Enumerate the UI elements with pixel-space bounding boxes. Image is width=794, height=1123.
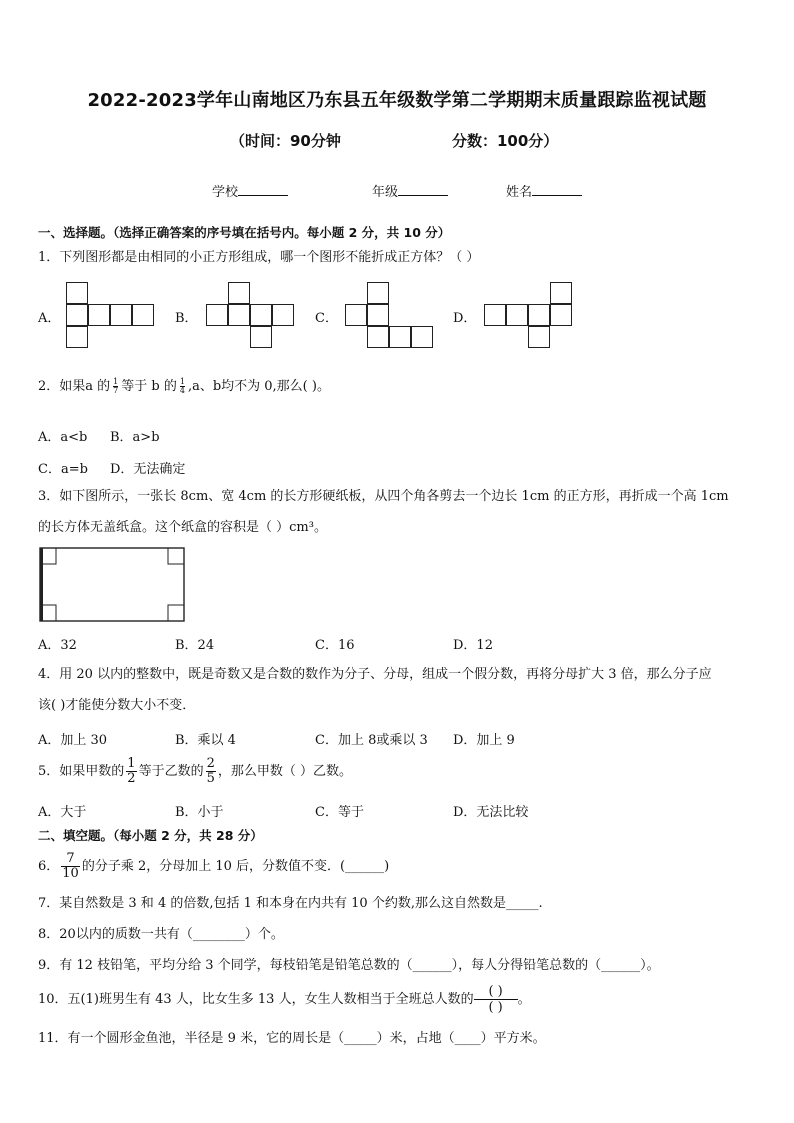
exam-score: 分数：100分） <box>452 132 559 150</box>
question-2 <box>38 378 330 396</box>
q3-option-c[interactable]: C．16 <box>315 638 355 653</box>
exam-time: （时间：90分钟 <box>230 132 341 150</box>
q5-option-d[interactable]: D．无法比较 <box>453 805 529 820</box>
q3-option-b[interactable]: B．24 <box>175 638 215 653</box>
question-7: 7．某自然数是 3 和 4 的倍数,包括 1 和本身在内共有 10 个约数,那么这自然数是_____. <box>38 896 543 911</box>
name-label: 姓名 <box>506 185 533 200</box>
question-3-line2: 的长方体无盖纸盒。这个纸盒的容积是（ ）cm³。 <box>38 520 327 535</box>
q2-option-b[interactable]: B．a>b <box>110 430 160 445</box>
q10-text-post: 。 <box>517 992 531 1007</box>
q2-text-post: ,a、b均不为 0,那么( )。 <box>187 379 330 394</box>
q1-option-b-label: B． <box>175 311 198 326</box>
q3-option-a[interactable]: A．32 <box>38 638 77 653</box>
question-1: 1．下列图形都是由相同的小正方形组成，哪一个图形不能折成正方体？（ ） <box>38 250 480 265</box>
question-8: 8．20以内的质数一共有（________）个。 <box>38 927 284 942</box>
q2-fraction-1 <box>113 378 118 395</box>
school-label: 学校 <box>212 185 239 200</box>
q2-f2-num: 1 <box>179 377 185 386</box>
question-5 <box>38 756 352 788</box>
q5-f2-den: 5 <box>206 771 215 786</box>
q2-text-pre: 2．如果a 的 <box>38 379 111 394</box>
q2-option-a[interactable]: A．a<b <box>38 430 88 445</box>
q10-blank-num: ( ) <box>474 984 518 1000</box>
question-11: 11．有一个圆形金鱼池，半径是 9 米，它的周长是（_____）米，占地（____）平方米。 <box>38 1031 546 1046</box>
q2-option-d[interactable]: D．无法确定 <box>110 462 186 477</box>
grade-blank[interactable] <box>398 183 448 196</box>
grade-label: 年级 <box>372 185 399 200</box>
section2-heading: 二、填空题。（每小题 2 分，共 28 分） <box>38 828 263 843</box>
question-6 <box>38 851 389 883</box>
q10-text-pre: 10．五(1)班男生有 43 人，比女生多 13 人，女生人数相当于全班总人数的 <box>38 992 474 1007</box>
q6-f-num: 7 <box>61 852 80 867</box>
q5-option-b[interactable]: B．小于 <box>175 805 224 820</box>
page-title: 2022-2023学年山南地区乃东县五年级数学第二学期期末质量跟踪监视试题 <box>87 90 707 111</box>
q4-option-c[interactable]: C．加上 8或乘以 3 <box>315 733 428 748</box>
q2-text-mid: 等于 b 的 <box>121 379 177 394</box>
q5-text-post: ，那么甲数（ ）乙数。 <box>217 764 352 779</box>
q6-fraction <box>61 852 80 881</box>
q5-f1-num: 1 <box>127 756 136 771</box>
q5-option-a[interactable]: A．大于 <box>38 805 87 820</box>
q4-option-a[interactable]: A．加上 30 <box>38 733 108 748</box>
q6-f-den: 10 <box>62 866 79 881</box>
question-3-line1: 3．如下图所示，一张长 8cm、宽 4cm 的长方形硬纸板，从四个角各剪去一个边长 1cm 的正方形，再折成一个高 1cm <box>38 489 729 504</box>
school-blank[interactable] <box>238 183 288 196</box>
section1-heading: 一、选择题。（选择正确答案的序号填在括号内。每小题 2 分，共 10 分） <box>38 225 451 240</box>
q5-text-mid: 等于乙数的 <box>138 764 204 779</box>
q1-option-a-label: A． <box>38 311 61 326</box>
q6-text-pre: 6． <box>38 859 60 874</box>
question-4-line2: 该( )才能使分数大小不变． <box>38 698 196 713</box>
q5-fraction-1 <box>126 757 136 786</box>
question-9: 9．有 12 枝铅笔，平均分给 3 个同学，每枝铅笔是铅笔总数的（______），每人分得铅笔总数的（______）。 <box>38 958 660 973</box>
question-4-line1: 4．用 20 以内的整数中，既是奇数又是合数的数作为分子、分母，组成一个假分数，再将分母扩大 3 倍，那么分子应 <box>38 667 712 682</box>
q2-f2-den: 4 <box>179 386 185 395</box>
q2-option-c[interactable]: C．a=b <box>38 462 88 477</box>
q5-fraction-2 <box>206 757 216 786</box>
q3-option-d[interactable]: D．12 <box>453 638 493 653</box>
q5-f2-num: 2 <box>206 756 215 771</box>
cardboard-figure <box>38 546 188 624</box>
q1-option-d-label: D． <box>453 311 477 326</box>
q2-fraction-2 <box>180 378 185 395</box>
name-blank[interactable] <box>532 183 582 196</box>
q5-f1-den: 2 <box>127 771 136 786</box>
q10-blank-den: ( ) <box>488 1000 503 1015</box>
q6-text-post: 的分子乘 2，分母加上 10 后，分数值不变．(______) <box>81 859 390 874</box>
q4-option-b[interactable]: B．乘以 4 <box>175 733 236 748</box>
q5-text-pre: 5．如果甲数的 <box>38 764 125 779</box>
name-field <box>506 181 582 200</box>
q5-option-c[interactable]: C．等于 <box>315 805 364 820</box>
q10-blank-fraction[interactable] <box>474 984 518 1015</box>
q2-f1-den: 7 <box>113 386 119 395</box>
q4-option-d[interactable]: D．加上 9 <box>453 733 515 748</box>
grade-field <box>372 181 448 200</box>
q1-option-c-label: C． <box>315 311 338 326</box>
q2-f1-num: 1 <box>113 377 119 386</box>
school-field <box>212 181 288 200</box>
question-10 <box>38 984 531 1016</box>
